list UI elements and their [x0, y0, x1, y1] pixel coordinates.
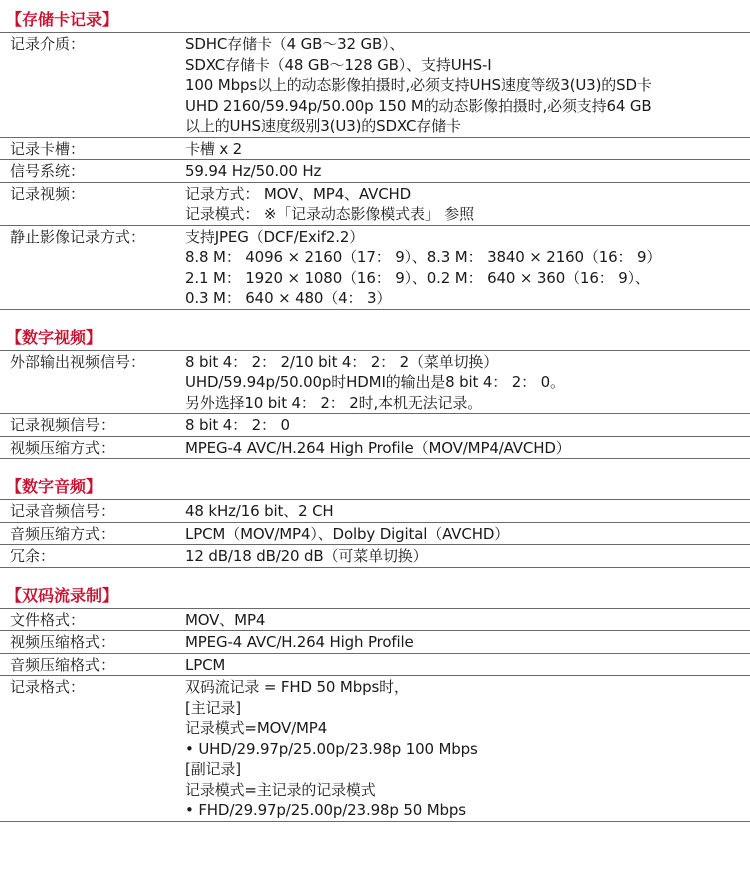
spec-value-line: SDXC存储卡（48 GB～128 GB）、支持UHS-I — [185, 55, 492, 74]
spec-value — [185, 609, 750, 631]
spec-value — [185, 523, 750, 545]
section-title: 【存储卡记录】 — [6, 10, 119, 29]
spec-value-line: • FHD/29.97p/25.00p/23.98p 50 Mbps — [185, 801, 466, 819]
spec-row — [0, 182, 750, 225]
spec-value-line: UHD 2160/59.94p/50.00p 150 M的动态影像拍摄时,必须支持64 GB — [185, 96, 652, 115]
spec-value — [185, 183, 750, 225]
spec-row — [0, 350, 750, 414]
spec-row — [0, 225, 750, 310]
spec-value-line: 记录模式： ※「记录动态影像模式表」 参照 — [185, 205, 474, 223]
spec-row — [0, 630, 750, 653]
spec-value — [185, 160, 750, 182]
spec-label: 音频压缩方式： — [10, 524, 116, 543]
section-title: 【数字视频】 — [6, 327, 103, 347]
spec-label: 信号系统： — [10, 162, 86, 180]
spec-label: 记录卡槽： — [10, 139, 86, 158]
section-card-recording — [0, 8, 750, 310]
spec-value-line: 48 kHz/16 bit、2 CH — [185, 502, 334, 520]
spec-row — [0, 413, 750, 436]
spec-value-line: UHD/59.94p/50.00p时HDMI的输出是8 bit 4： 2： 0。 — [185, 373, 565, 391]
spec-value-line: 8 bit 4： 2： 2/10 bit 4： 2： 2（菜单切换） — [185, 352, 499, 371]
spec-value-line: 8.8 M： 4096 × 2160（17： 9）、8.3 M： 3840 × 2160（16： 9） — [185, 248, 662, 266]
spec-value-line: [副记录] — [185, 760, 241, 778]
spec-value-line: MPEG-4 AVC/H.264 High Profile — [185, 633, 414, 651]
spec-value-line: 记录模式=MOV/MP4 — [185, 719, 328, 737]
spec-value-line: LPCM（MOV/MP4）、Dolby Digital（AVCHD） — [185, 524, 510, 543]
spec-value — [185, 33, 750, 137]
spec-value-line: SDHC存储卡（4 GB～32 GB）、 — [185, 35, 405, 53]
spec-label: 记录视频： — [10, 184, 86, 203]
spec-value-line: 卡槽 x 2 — [185, 139, 243, 158]
spec-label: 视频压缩格式： — [10, 633, 116, 651]
spec-value — [185, 545, 750, 567]
spec-row — [0, 137, 750, 160]
spec-label: 音频压缩格式： — [10, 655, 116, 674]
section-spacer — [0, 310, 750, 326]
section-spacer — [0, 568, 750, 584]
spec-value-line: • UHD/29.97p/25.00p/23.98p 100 Mbps — [185, 739, 478, 758]
spec-row — [0, 32, 750, 137]
spec-value-line: 8 bit 4： 2： 0 — [185, 416, 290, 434]
spec-label: 冗余： — [10, 547, 56, 565]
spec-value-line: LPCM — [185, 655, 226, 674]
spec-value — [185, 437, 750, 459]
spec-value-line: 0.3 M： 640 × 480（4： 3） — [185, 289, 392, 307]
spec-label: 外部输出视频信号： — [10, 352, 146, 371]
section-digital-audio — [0, 475, 750, 568]
spec-row — [0, 544, 750, 568]
spec-label: 视频压缩方式： — [10, 438, 116, 457]
spec-label: 记录介质： — [10, 35, 86, 53]
spec-value — [185, 676, 750, 821]
section-title: 【数字音频】 — [6, 477, 103, 496]
spec-label: 静止影像记录方式： — [10, 227, 146, 246]
spec-value-line: 支持JPEG（DCF/Exif2.2） — [185, 227, 365, 246]
spec-row — [0, 608, 750, 631]
section-digital-video — [0, 326, 750, 460]
spec-value-line: MOV、MP4 — [185, 610, 266, 629]
spec-label: 记录视频信号： — [10, 416, 116, 434]
spec-value — [185, 631, 750, 653]
spec-value-line: 双码流记录 = FHD 50 Mbps时， — [185, 678, 409, 696]
spec-value-line: 以上的UHS速度级别3(U3)的SDXC存储卡 — [185, 117, 461, 135]
spec-row — [0, 499, 750, 522]
section-spacer — [0, 459, 750, 475]
spec-value-line: MPEG-4 AVC/H.264 High Profile（MOV/MP4/AVCHD） — [185, 438, 571, 457]
spec-value — [185, 351, 750, 414]
spec-value — [185, 226, 750, 309]
spec-value-line: 59.94 Hz/50.00 Hz — [185, 162, 322, 180]
spec-value — [185, 500, 750, 522]
spec-row — [0, 653, 750, 676]
section-dual-stream — [0, 584, 750, 822]
spec-value-line: 记录模式=主记录的记录模式 — [185, 780, 376, 799]
spec-row — [0, 522, 750, 545]
spec-row — [0, 436, 750, 460]
spec-value-line: [主记录] — [185, 698, 241, 717]
spec-value — [185, 414, 750, 436]
spec-value — [185, 654, 750, 676]
spec-label: 记录音频信号： — [10, 502, 116, 520]
spec-label: 文件格式： — [10, 610, 86, 629]
spec-row — [0, 159, 750, 182]
spec-value-line: 记录方式： MOV、MP4、AVCHD — [185, 184, 412, 203]
spec-row — [0, 675, 750, 822]
spec-label: 记录格式： — [10, 678, 86, 696]
spec-value-line: 2.1 M： 1920 × 1080（16： 9）、0.2 M： 640 × 360（16： 9）、 — [185, 268, 650, 287]
spec-value-line: 另外选择10 bit 4： 2： 2时,本机无法记录。 — [185, 393, 483, 412]
spec-value — [185, 138, 750, 160]
section-title: 【双码流录制】 — [6, 585, 119, 605]
spec-value-line: 100 Mbps以上的动态影像拍摄时,必须支持UHS速度等级3(U3)的SD卡 — [185, 76, 652, 94]
spec-value-line: 12 dB/18 dB/20 dB（可菜单切换） — [185, 547, 428, 565]
